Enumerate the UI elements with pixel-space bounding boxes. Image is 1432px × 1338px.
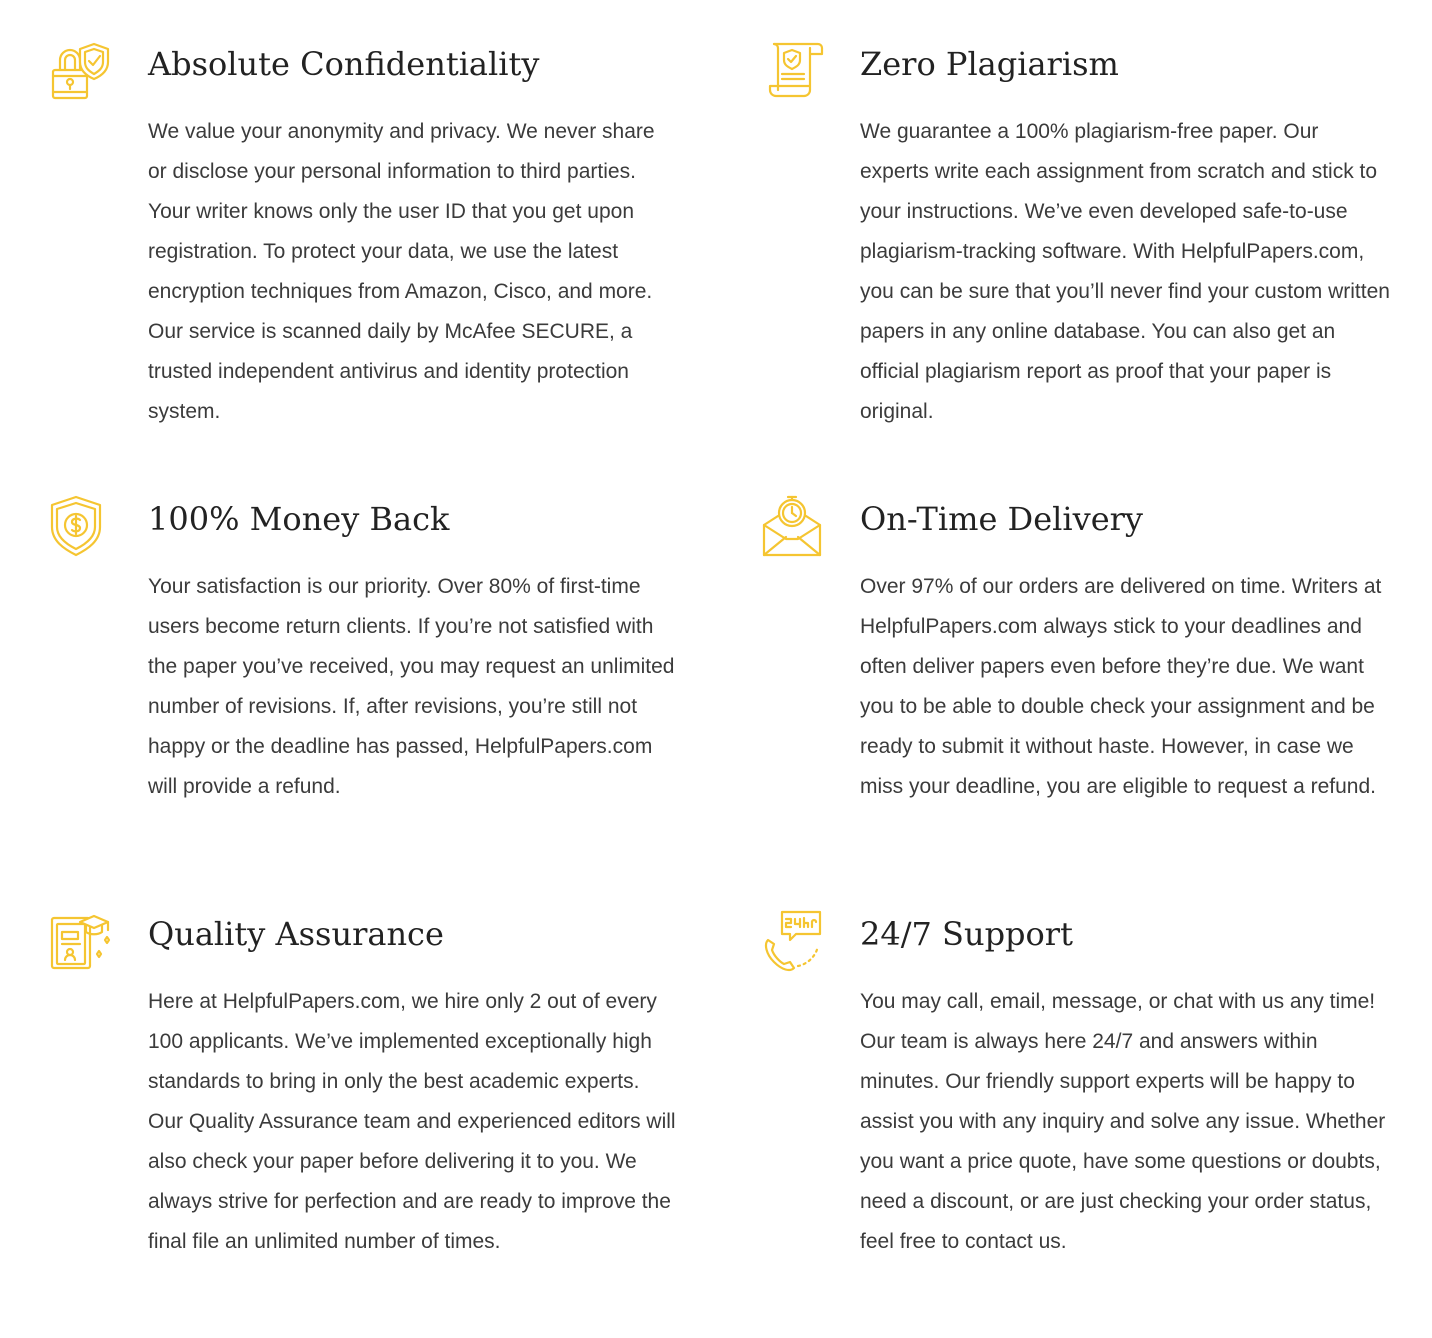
padlock-shield-icon [50,40,112,102]
feature-title: 24/7 Support [860,915,1073,953]
feature-description: Your satisfaction is our priority. Over 80% of first-time users become return clients. If you’re not satisfied with the paper you’ve received, you may request an unlimited number of revisions. If, after revisions, you’re still not happy or the deadline has passed, HelpfulPapers.com will provide a refund. [148,575,675,798]
money-shield-icon [50,495,112,557]
certificate-scroll-icon [762,40,824,102]
stopwatch-envelope-icon [762,495,824,557]
phone-24hr-icon [762,910,824,972]
feature-title: Zero Plagiarism [860,45,1119,83]
feature-description: We value your anonymity and privacy. We never share or disclose your personal information to third parties. Your writer knows only the user ID that you get upon registration. To protect your data, we use the latest encryption techniques from Amazon, Cisco, and more. Our service is scanned daily by McAfee SECURE, a trusted independent antivirus and identity protection system. [148,120,655,423]
graduation-cap-document-icon [50,910,112,972]
feature-description: You may call, email, message, or chat with us any time! Our team is always here 24/7 and answers within minutes. Our friendly support experts will be happy to assist you with any inquiry and solve any issue. Whether you want a price quote, have some questions or doubts, need a discount, or are just checking your order status, feel free to contact us. [860,990,1386,1253]
feature-title: On-Time Delivery [860,500,1143,538]
feature-title: 100% Money Back [148,500,450,538]
feature-title: Quality Assurance [148,915,444,953]
feature-title: Absolute Confidentiality [148,45,540,83]
feature-description: Here at HelpfulPapers.com, we hire only 2 out of every 100 applicants. We’ve implemented exceptionally high standards to bring in only the best academic experts. Our Quality Assurance team and experienced editors will also check your paper before delivering it to you. We always strive for perfection and are ready to improve the final file an unlimited number of times. [148,990,676,1253]
feature-description: Over 97% of our orders are delivered on time. Writers at HelpfulPapers.com always stick to your deadlines and often deliver papers even before they’re due. We want you to be able to double check your assignment and be ready to submit it without haste. However, in case we miss your deadline, you are eligible to request a refund. [860,575,1382,798]
feature-description: We guarantee a 100% plagiarism-free paper. Our experts write each assignment from scratch and stick to your instructions. We’ve even developed safe-to-use plagiarism-tracking software. With HelpfulPapers.com, you can be sure that you’ll never find your custom written papers in any online database. You can also get an official plagiarism report as proof that your paper is original. [860,120,1390,423]
